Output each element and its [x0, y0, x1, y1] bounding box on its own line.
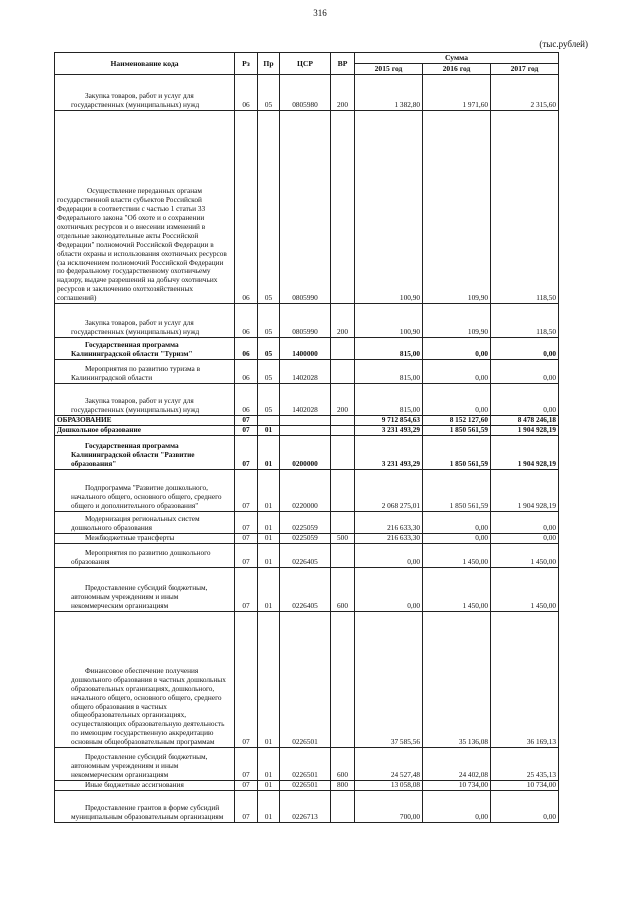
row-2016: 24 402,08: [423, 748, 491, 781]
row-2016: 1 850 561,59: [423, 470, 491, 512]
header-2017: 2017 год: [491, 64, 559, 75]
header-2016: 2016 год: [423, 64, 491, 75]
row-name: Межбюджетные трансферты: [55, 534, 235, 544]
row-rz: 06: [235, 111, 258, 304]
row-rz: 07: [235, 534, 258, 544]
row-csr: 0226713: [280, 791, 331, 823]
row-vr: 200: [331, 75, 355, 111]
row-2017: 0,00: [491, 791, 559, 823]
table-row: [55, 512, 559, 534]
row-pr: 01: [258, 544, 280, 568]
row-2015: 815,00: [355, 384, 423, 416]
row-2017: 1 904 928,19: [491, 426, 559, 436]
row-rz: 07: [235, 436, 258, 470]
row-name: Финансовое обеспечение получения дошкольного образования в частных дошкольных образовательных организациях, дошкольного, начального общего, основного общего, среднего общего образования в частных общеобразовательных организациях, осуществляющих образовательную деятельность по имеющим государственную аккредитацию основным общеобразовательным программам: [55, 612, 235, 748]
table-row: [55, 416, 559, 426]
row-pr: [258, 416, 280, 426]
row-2017: 1 450,00: [491, 544, 559, 568]
row-rz: 06: [235, 75, 258, 111]
row-csr: 0805990: [280, 304, 331, 338]
row-name: Предоставление грантов в форме субсидий муниципальным образовательным организациям: [55, 791, 235, 823]
row-2016: 35 136,08: [423, 612, 491, 748]
row-rz: 07: [235, 544, 258, 568]
row-csr: 1402028: [280, 384, 331, 416]
row-2017: 1 450,00: [491, 568, 559, 612]
row-pr: 01: [258, 781, 280, 791]
row-csr: 0225059: [280, 534, 331, 544]
row-rz: 07: [235, 426, 258, 436]
row-pr: 01: [258, 791, 280, 823]
row-2015: 0,00: [355, 544, 423, 568]
row-name: ОБРАЗОВАНИЕ: [55, 416, 235, 426]
header-sum: Сумма: [355, 53, 559, 64]
row-2017: 10 734,00: [491, 781, 559, 791]
table-row: [55, 748, 559, 781]
row-2015: 815,00: [355, 360, 423, 384]
table-row: [55, 534, 559, 544]
table-row: [55, 338, 559, 360]
row-rz: 06: [235, 384, 258, 416]
row-vr: [331, 338, 355, 360]
header-rz: Рз: [235, 53, 258, 75]
table-row: [55, 426, 559, 436]
row-pr: 01: [258, 612, 280, 748]
row-name: Предоставление субсидий бюджетным, автономным учреждениям и иным некоммерческим организациям: [55, 568, 235, 612]
row-pr: 01: [258, 426, 280, 436]
row-rz: 07: [235, 748, 258, 781]
row-rz: 07: [235, 512, 258, 534]
row-name: Дошкольное образование: [55, 426, 235, 436]
row-csr: [280, 416, 331, 426]
row-2016: 10 734,00: [423, 781, 491, 791]
header-pr: Пр: [258, 53, 280, 75]
row-2015: 37 585,56: [355, 612, 423, 748]
row-vr: 600: [331, 748, 355, 781]
row-2017: 2 315,60: [491, 75, 559, 111]
row-rz: 07: [235, 612, 258, 748]
row-rz: 07: [235, 791, 258, 823]
row-2016: 0,00: [423, 534, 491, 544]
row-2015: 3 231 493,29: [355, 436, 423, 470]
row-2016: 109,90: [423, 111, 491, 304]
row-2016: 0,00: [423, 338, 491, 360]
table-row: [55, 360, 559, 384]
row-2017: 0,00: [491, 338, 559, 360]
row-rz: 07: [235, 781, 258, 791]
row-name: Модернизация региональных систем дошкольного образования: [55, 512, 235, 534]
row-2015: 216 633,30: [355, 534, 423, 544]
row-name: Предоставление субсидий бюджетным, автономным учреждениям и иным некоммерческим организациям: [55, 748, 235, 781]
row-csr: 0805980: [280, 75, 331, 111]
row-name: Осуществление переданных органам государственной власти субъектов Российской Федерации в соответствии с частью 1 статьи 33 Федерального закона "Об охоте и о сохранении охотничьих ресурсов и о внесении изменений в отдельные законодательные акты Российской Федерации" полномочий Российской Федерации в области охраны и использования охотничьих ресурсов (за исключением полномочий Российской Федерации по федеральному государственному охотничьему надзору, выдаче разрешений на добычу охотничьих ресурсов и заключению охотхозяйственных соглашений): [55, 111, 235, 304]
row-2016: 0,00: [423, 512, 491, 534]
row-pr: 01: [258, 470, 280, 512]
header-name: Наименование кода: [55, 53, 235, 75]
row-2015: 13 058,08: [355, 781, 423, 791]
row-name: Закупка товаров, работ и услуг для государственных (муниципальных) нужд: [55, 75, 235, 111]
row-2015: 700,00: [355, 791, 423, 823]
row-csr: 0805990: [280, 111, 331, 304]
table-row: [55, 612, 559, 748]
row-csr: 0226501: [280, 748, 331, 781]
row-vr: [331, 612, 355, 748]
row-vr: [331, 436, 355, 470]
row-vr: [331, 512, 355, 534]
row-csr: 0225059: [280, 512, 331, 534]
row-vr: 600: [331, 568, 355, 612]
row-2017: 8 478 246,18: [491, 416, 559, 426]
row-name: Государственная программа Калининградской области "Развитие образования": [55, 436, 235, 470]
row-vr: [331, 544, 355, 568]
row-rz: 06: [235, 360, 258, 384]
row-2015: 9 712 854,63: [355, 416, 423, 426]
row-2015: 3 231 493,29: [355, 426, 423, 436]
row-pr: 01: [258, 568, 280, 612]
row-csr: [280, 426, 331, 436]
row-2017: 1 904 928,19: [491, 470, 559, 512]
row-2016: 0,00: [423, 360, 491, 384]
row-csr: 1402028: [280, 360, 331, 384]
row-rz: 07: [235, 416, 258, 426]
row-name: Закупка товаров, работ и услуг для государственных (муниципальных) нужд: [55, 304, 235, 338]
row-vr: [331, 426, 355, 436]
row-vr: [331, 791, 355, 823]
row-2015: 24 527,48: [355, 748, 423, 781]
row-name: Мероприятия по развитию дошкольного образования: [55, 544, 235, 568]
row-name: Подпрограмма "Развитие дошкольного, начального общего, основного общего, среднего общего и дополнительного образования": [55, 470, 235, 512]
row-2017: 0,00: [491, 534, 559, 544]
row-vr: [331, 470, 355, 512]
row-vr: 200: [331, 304, 355, 338]
table-row: [55, 544, 559, 568]
table-row: [55, 436, 559, 470]
row-2016: 0,00: [423, 384, 491, 416]
row-2015: 100,90: [355, 111, 423, 304]
row-2017: 25 435,13: [491, 748, 559, 781]
row-pr: 05: [258, 338, 280, 360]
row-2016: 1 450,00: [423, 568, 491, 612]
row-2017: 0,00: [491, 512, 559, 534]
row-csr: 0200000: [280, 436, 331, 470]
row-pr: 05: [258, 384, 280, 416]
row-2015: 216 633,30: [355, 512, 423, 534]
row-csr: 1400000: [280, 338, 331, 360]
row-csr: 0226405: [280, 568, 331, 612]
row-pr: 05: [258, 75, 280, 111]
row-vr: [331, 111, 355, 304]
row-2016: 1 450,00: [423, 544, 491, 568]
row-name: Государственная программа Калининградской области "Туризм": [55, 338, 235, 360]
row-name: Мероприятия по развитию туризма в Калининградской области: [55, 360, 235, 384]
table-row: [55, 304, 559, 338]
row-rz: 07: [235, 568, 258, 612]
row-2016: 1 850 561,59: [423, 436, 491, 470]
row-vr: [331, 360, 355, 384]
table-row: [55, 384, 559, 416]
row-csr: 0226501: [280, 781, 331, 791]
row-rz: 06: [235, 304, 258, 338]
row-2015: 815,00: [355, 338, 423, 360]
row-csr: 0220000: [280, 470, 331, 512]
row-2017: 1 904 928,19: [491, 436, 559, 470]
units-label: (тыс.рублей): [539, 39, 588, 49]
header-vr: ВР: [331, 53, 355, 75]
row-vr: 500: [331, 534, 355, 544]
row-2017: 36 169,13: [491, 612, 559, 748]
row-name: Иные бюджетные ассигнования: [55, 781, 235, 791]
row-csr: 0226405: [280, 544, 331, 568]
row-2016: 0,00: [423, 791, 491, 823]
table-row: [55, 791, 559, 823]
row-2017: 118,50: [491, 111, 559, 304]
row-pr: 01: [258, 748, 280, 781]
row-2017: 0,00: [491, 384, 559, 416]
row-pr: 01: [258, 512, 280, 534]
row-pr: 05: [258, 360, 280, 384]
row-2015: 100,90: [355, 304, 423, 338]
page-number: 316: [313, 8, 327, 18]
table-row: [55, 470, 559, 512]
header-2015: 2015 год: [355, 64, 423, 75]
row-pr: 05: [258, 304, 280, 338]
header-csr: ЦСР: [280, 53, 331, 75]
table-row: [55, 111, 559, 304]
row-pr: 01: [258, 534, 280, 544]
row-2016: 8 152 127,60: [423, 416, 491, 426]
row-vr: [331, 416, 355, 426]
row-pr: 01: [258, 436, 280, 470]
table-row: [55, 568, 559, 612]
row-2015: 0,00: [355, 568, 423, 612]
table-row: [55, 75, 559, 111]
row-vr: 800: [331, 781, 355, 791]
row-vr: 200: [331, 384, 355, 416]
row-2015: 1 382,80: [355, 75, 423, 111]
row-2016: 1 971,60: [423, 75, 491, 111]
row-2017: 118,50: [491, 304, 559, 338]
row-2015: 2 068 275,01: [355, 470, 423, 512]
table-row: [55, 781, 559, 791]
budget-table: [54, 52, 559, 823]
row-rz: 07: [235, 470, 258, 512]
row-2016: 1 850 561,59: [423, 426, 491, 436]
row-rz: 06: [235, 338, 258, 360]
row-2016: 109,90: [423, 304, 491, 338]
row-csr: 0226501: [280, 612, 331, 748]
row-2017: 0,00: [491, 360, 559, 384]
row-pr: 05: [258, 111, 280, 304]
row-name: Закупка товаров, работ и услуг для государственных (муниципальных) нужд: [55, 384, 235, 416]
